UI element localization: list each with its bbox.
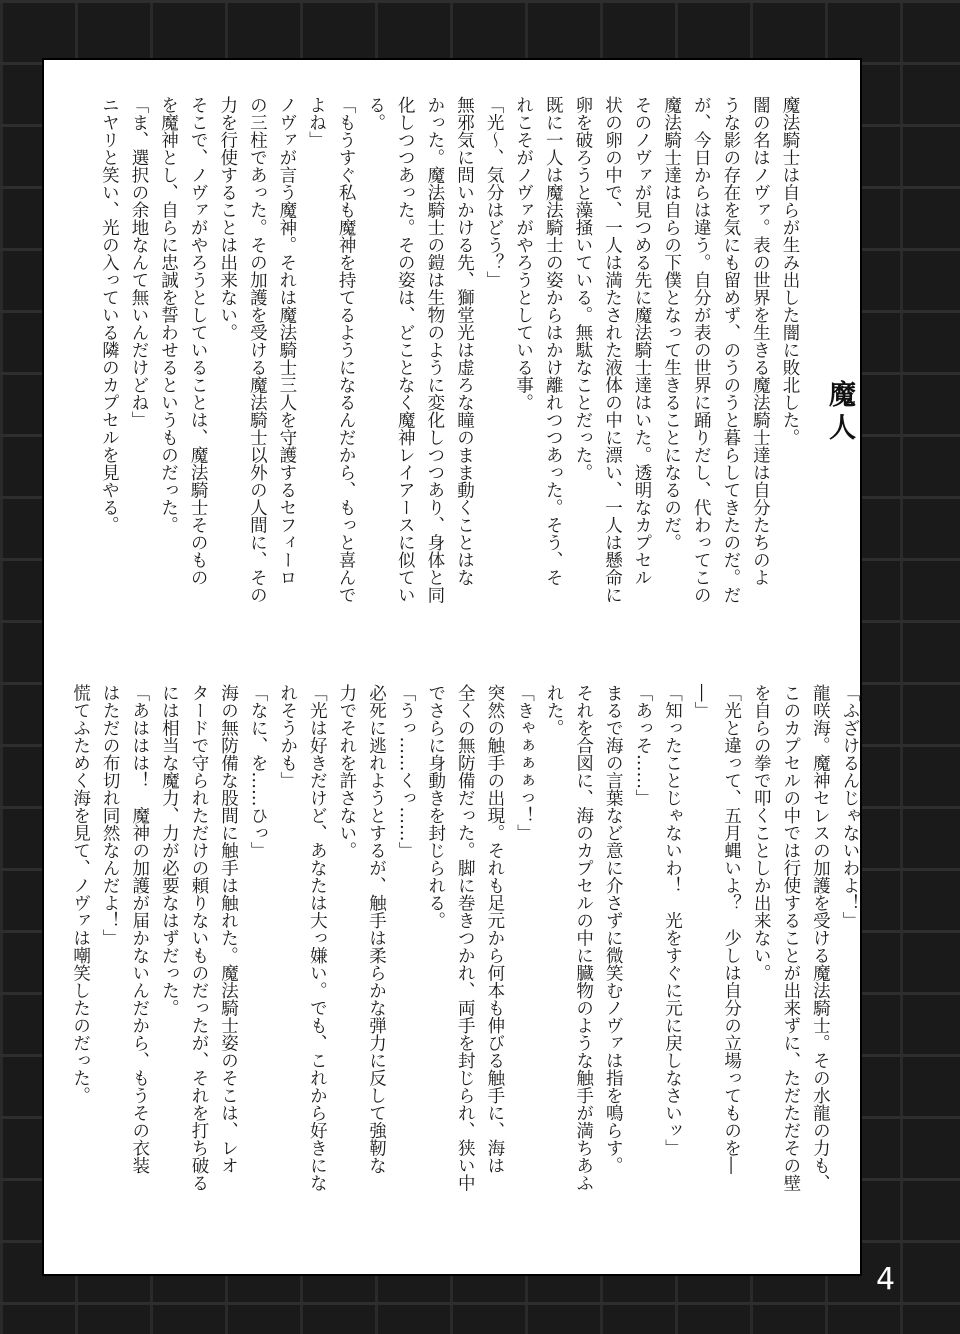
text-line: 慌てふためく海を見て、ノヴァは嘲笑したのだった。 xyxy=(70,684,91,1104)
text-line: が、今日からは違う。自分が表の世界に踊りだし、代わってこの xyxy=(691,96,712,604)
text-line: 「光と違って、五月蝿いよ？ 少しは自分の立場ってものを― xyxy=(721,684,742,1174)
text-line: 「光は好きだけど、あなたは大っ嫌い。でも、これから好きにな xyxy=(307,684,328,1192)
text-line: 突然の触手の出現。それも足元から何本も伸びる触手に、海は xyxy=(484,684,505,1174)
text-line: 状の卵の中で、一人は満たされた液体の中に漂い、一人は懸命に xyxy=(602,96,623,604)
text-line: このカプセルの中では行使することが出来ずに、ただただその壁 xyxy=(780,684,801,1192)
chapter-title: 魔人 xyxy=(824,380,855,446)
text-line: 「知ったことじゃないわ！ 光をすぐに元に戻しなさいッ」 xyxy=(662,684,683,1157)
text-line: 「あははは！ 魔神の加護が届かないんだから、もうその衣装 xyxy=(129,684,150,1174)
text-line: 魔法騎士達は自らの下僕となって生きることになるのだ。 xyxy=(661,96,682,551)
text-line: を魔神とし、自らに忠誠を誓わせるというものだった。 xyxy=(158,96,179,534)
text-line: 闇の名はノヴァ。表の世界を生きる魔法騎士達は自分たちのよ xyxy=(750,96,771,586)
text-line: 既に一人は魔法騎士の姿からはかけ離れつつあった。そう、そ xyxy=(543,96,564,586)
text-line: れそうかも」 xyxy=(277,684,298,789)
text-line: まるで海の言葉など意に介さずに微笑むノヴァは指を鳴らす。 xyxy=(603,684,624,1174)
text-line: 海の無防備な股間に触手は触れた。魔法騎士姿のそこは、レオ xyxy=(218,684,239,1174)
text-line: そこで、ノヴァがやろうとしていることは、魔法騎士そのもの xyxy=(188,96,209,586)
text-line: 力を行使することは出来ない。 xyxy=(217,96,238,341)
text-line: かった。魔法騎士の鎧は生物のように変化しつつあり、身体と同 xyxy=(424,96,445,604)
text-page xyxy=(42,58,862,1276)
text-line: れた。 xyxy=(544,684,565,737)
text-line: 「もうすぐ私も魔神を持てるようになるんだから、もっと喜んで xyxy=(336,96,357,604)
text-line: 龍咲海。魔神セレスの加護を受ける魔法騎士。その水龍の力も、 xyxy=(810,684,831,1192)
text-line: 「きゃぁぁぁっ！」 xyxy=(514,684,535,842)
text-line: ―」 xyxy=(692,684,713,719)
text-line: ノヴァが言う魔神。それは魔法騎士三人を守護するセフィーロ xyxy=(276,96,297,586)
text-line: 「光～、気分はどう？」 xyxy=(484,96,505,289)
text-line: 化しつつあった。その姿は、どことなく魔神レイアースに似てい xyxy=(395,96,416,604)
text-line: れこそがノヴァがやろうとしている事。 xyxy=(513,96,534,411)
text-line: うな影の存在を気にも留めず、のうのうと暮らしてきたのだ。だ xyxy=(720,96,741,604)
text-line: でさらに身動きを封じられる。 xyxy=(425,684,446,929)
text-line: 魔法騎士は自らが生み出した闇に敗北した。 xyxy=(780,96,800,446)
text-line: 無邪気に問いかける先、獅堂光は虚ろな瞳のまま動くことはな xyxy=(454,96,475,586)
text-line: はただの布切れ同然なんだよ！」 xyxy=(100,684,121,947)
text-line: 力でそれを許さない。 xyxy=(336,684,357,859)
bottom-text-block xyxy=(70,684,862,1244)
text-line: よね」 xyxy=(306,96,327,149)
text-line: 必死に逃れようとするが、触手は柔らかな弾力に反して強靭な xyxy=(366,684,387,1174)
text-line: る。 xyxy=(365,96,386,131)
text-line: 「ふざけるんじゃないわよ！」 xyxy=(840,684,860,929)
text-line: 「あっそ……」 xyxy=(632,684,653,807)
text-line: そのノヴァが見つめる先に魔法騎士達はいた。透明なカプセル xyxy=(632,96,653,586)
text-line: それを合図に、海のカプセルの中に臓物のような触手が満ちあふ xyxy=(573,684,594,1192)
page-number: 4 xyxy=(876,1262,896,1297)
text-line: ニヤリと笑い、光の入っている隣のカプセルを見やる。 xyxy=(99,96,120,534)
text-line: 「ま、選択の余地なんて無いんだけどね」 xyxy=(128,96,149,429)
text-line: の三柱であった。その加護を受ける魔法騎士以外の人間に、その xyxy=(247,96,268,604)
text-line: には相当な魔力、力が必要なはずだった。 xyxy=(159,684,180,1017)
top-text-block xyxy=(99,96,804,636)
text-line: 卵を破ろうと藻掻いている。無駄なことだった。 xyxy=(572,96,593,481)
text-line: 全くの無防備だった。脚に巻きつかれ、両手を封じられ、狭い中 xyxy=(455,684,476,1192)
text-line: 「なに、を……ひっ」 xyxy=(248,684,269,859)
text-line: タードで守られただけの頼りないものだったが、それを打ち破る xyxy=(188,684,209,1192)
text-line: を自らの拳で叩くことしか出来ない。 xyxy=(751,684,772,982)
text-line: 「うっ……くっ……」 xyxy=(396,684,417,859)
